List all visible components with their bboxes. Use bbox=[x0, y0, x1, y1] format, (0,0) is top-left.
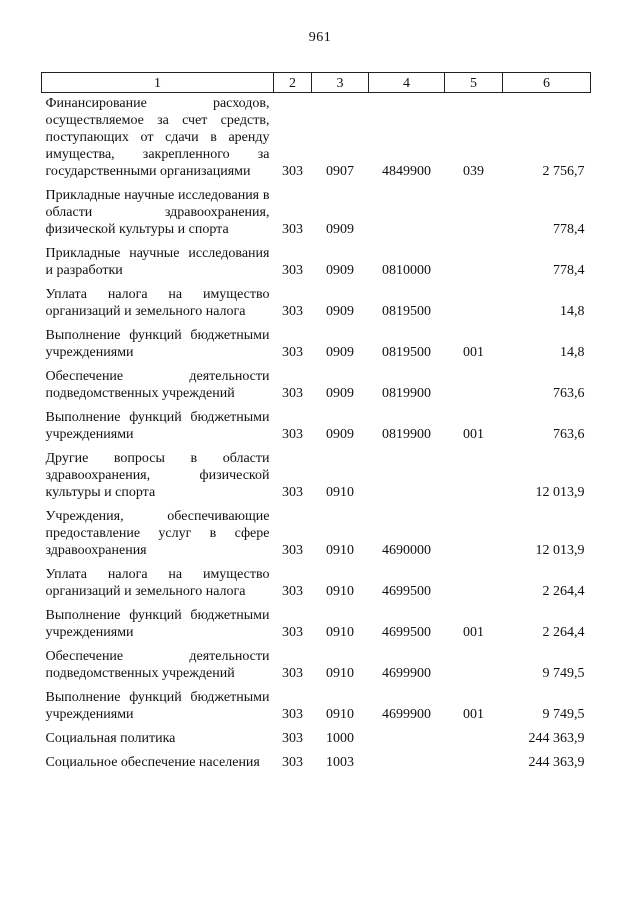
row-code-4: 4699900 bbox=[382, 666, 431, 681]
table-header bbox=[42, 73, 591, 93]
row-code-5 bbox=[445, 368, 503, 409]
row-code-5 bbox=[445, 450, 503, 508]
row-code-4: 4699500 bbox=[382, 584, 431, 599]
row-code-4: 4699900 bbox=[382, 707, 431, 722]
row-code-5 bbox=[445, 187, 503, 245]
row-code-2: 303 bbox=[282, 386, 303, 401]
row-amount: 778,4 bbox=[553, 263, 585, 278]
row-code-3: 0910 bbox=[326, 666, 354, 681]
row-code-2: 303 bbox=[282, 263, 303, 278]
row-code-4: 0819500 bbox=[382, 345, 431, 360]
row-name: Другие вопросы в области здравоохранения, физической культуры и спорта bbox=[45, 451, 270, 500]
row-amount: 244 363,9 bbox=[528, 731, 585, 746]
row-amount: 763,6 bbox=[553, 386, 585, 401]
row-code-2: 303 bbox=[282, 625, 303, 640]
table-row bbox=[42, 450, 591, 508]
column-header-4: 4 bbox=[369, 73, 445, 93]
row-code-3: 0909 bbox=[326, 386, 354, 401]
column-header-1: 1 bbox=[42, 73, 274, 93]
row-amount: 778,4 bbox=[553, 222, 585, 237]
row-name: Уплата налога на имущество организаций и земельного налога bbox=[45, 287, 270, 319]
row-code-5: 001 bbox=[463, 625, 484, 640]
row-name: Учреждения, обеспечивающие предоставление услуг в сфере здравоохранения bbox=[45, 509, 270, 558]
table-row bbox=[42, 508, 591, 566]
row-amount: 14,8 bbox=[560, 304, 585, 319]
row-code-4 bbox=[369, 450, 445, 508]
row-code-5: 001 bbox=[463, 427, 484, 442]
budget-table-container bbox=[41, 72, 590, 778]
row-code-5 bbox=[445, 648, 503, 689]
budget-table bbox=[41, 72, 591, 778]
row-name: Выполнение функций бюджетными учреждениями bbox=[45, 690, 270, 722]
row-code-4 bbox=[369, 730, 445, 754]
row-code-3: 0909 bbox=[326, 304, 354, 319]
row-code-2: 303 bbox=[282, 164, 303, 179]
row-amount: 12 013,9 bbox=[535, 543, 585, 558]
row-code-5 bbox=[445, 245, 503, 286]
row-code-4 bbox=[369, 187, 445, 245]
row-code-2: 303 bbox=[282, 707, 303, 722]
row-code-2: 303 bbox=[282, 731, 303, 746]
row-amount: 12 013,9 bbox=[535, 485, 585, 500]
table-row bbox=[42, 93, 591, 188]
row-code-5 bbox=[445, 566, 503, 607]
row-code-4: 0819900 bbox=[382, 427, 431, 442]
table-row bbox=[42, 689, 591, 730]
row-amount: 244 363,9 bbox=[528, 755, 585, 770]
row-amount: 9 749,5 bbox=[542, 707, 585, 722]
row-code-3: 0910 bbox=[326, 543, 354, 558]
row-name: Социальное обеспечение населения bbox=[45, 755, 260, 770]
header-row bbox=[42, 73, 591, 93]
row-name: Обеспечение деятельности подведомственных учреждений bbox=[45, 369, 270, 401]
column-header-2: 2 bbox=[274, 73, 312, 93]
row-code-3: 1000 bbox=[326, 731, 354, 746]
row-code-2: 303 bbox=[282, 584, 303, 599]
row-code-2: 303 bbox=[282, 345, 303, 360]
row-amount: 14,8 bbox=[560, 345, 585, 360]
row-code-5: 001 bbox=[463, 707, 484, 722]
row-amount: 763,6 bbox=[553, 427, 585, 442]
row-code-3: 0910 bbox=[326, 707, 354, 722]
row-code-3: 0910 bbox=[326, 584, 354, 599]
row-code-3: 0909 bbox=[326, 222, 354, 237]
row-code-3: 0909 bbox=[326, 427, 354, 442]
row-code-4: 4849900 bbox=[382, 164, 431, 179]
row-code-5 bbox=[445, 754, 503, 778]
table-row bbox=[42, 409, 591, 450]
table-row bbox=[42, 754, 591, 778]
table-row bbox=[42, 368, 591, 409]
row-name: Выполнение функций бюджетными учреждениями bbox=[45, 328, 270, 360]
row-code-4: 4690000 bbox=[382, 543, 431, 558]
table-row bbox=[42, 730, 591, 754]
row-code-2: 303 bbox=[282, 755, 303, 770]
row-code-3: 0907 bbox=[326, 164, 354, 179]
row-code-4: 0819900 bbox=[382, 386, 431, 401]
row-code-4: 0819500 bbox=[382, 304, 431, 319]
column-header-3: 3 bbox=[312, 73, 369, 93]
row-code-5 bbox=[445, 508, 503, 566]
row-name: Уплата налога на имущество организаций и земельного налога bbox=[45, 567, 270, 599]
table-row bbox=[42, 245, 591, 286]
table-body bbox=[42, 93, 591, 779]
table-row bbox=[42, 648, 591, 689]
column-header-6: 6 bbox=[503, 73, 591, 93]
column-header-5: 5 bbox=[445, 73, 503, 93]
table-row bbox=[42, 327, 591, 368]
row-code-2: 303 bbox=[282, 427, 303, 442]
row-code-3: 1003 bbox=[326, 755, 354, 770]
row-name: Социальная политика bbox=[45, 731, 176, 746]
row-code-5: 001 bbox=[463, 345, 484, 360]
row-code-5 bbox=[445, 730, 503, 754]
table-row bbox=[42, 286, 591, 327]
row-code-2: 303 bbox=[282, 485, 303, 500]
row-code-4: 4699500 bbox=[382, 625, 431, 640]
table-row bbox=[42, 607, 591, 648]
row-amount: 2 264,4 bbox=[542, 584, 585, 599]
row-name: Финансирование расходов, осуществляемое за счет средств, поступающих от сдачи в аренду имущества, закрепленного за государственными организациями bbox=[45, 96, 270, 179]
row-code-2: 303 bbox=[282, 304, 303, 319]
row-code-2: 303 bbox=[282, 666, 303, 681]
row-amount: 2 264,4 bbox=[542, 625, 585, 640]
row-name: Выполнение функций бюджетными учреждениями bbox=[45, 410, 270, 442]
row-code-5 bbox=[445, 286, 503, 327]
row-code-2: 303 bbox=[282, 222, 303, 237]
row-name: Прикладные научные исследования в области здравоохранения, физической культуры и спорта bbox=[45, 188, 270, 237]
row-code-2: 303 bbox=[282, 543, 303, 558]
row-amount: 2 756,7 bbox=[542, 164, 585, 179]
row-name: Выполнение функций бюджетными учреждениями bbox=[45, 608, 270, 640]
row-code-3: 0910 bbox=[326, 625, 354, 640]
row-code-3: 0909 bbox=[326, 263, 354, 278]
table-row bbox=[42, 566, 591, 607]
row-code-4 bbox=[369, 754, 445, 778]
row-code-5: 039 bbox=[463, 164, 484, 179]
row-amount: 9 749,5 bbox=[542, 666, 585, 681]
table-row bbox=[42, 187, 591, 245]
row-code-3: 0909 bbox=[326, 345, 354, 360]
page-number: 961 bbox=[308, 30, 332, 45]
row-code-3: 0910 bbox=[326, 485, 354, 500]
row-name: Обеспечение деятельности подведомственных учреждений bbox=[45, 649, 270, 681]
row-code-4: 0810000 bbox=[382, 263, 431, 278]
row-name: Прикладные научные исследования и разработки bbox=[45, 246, 270, 278]
